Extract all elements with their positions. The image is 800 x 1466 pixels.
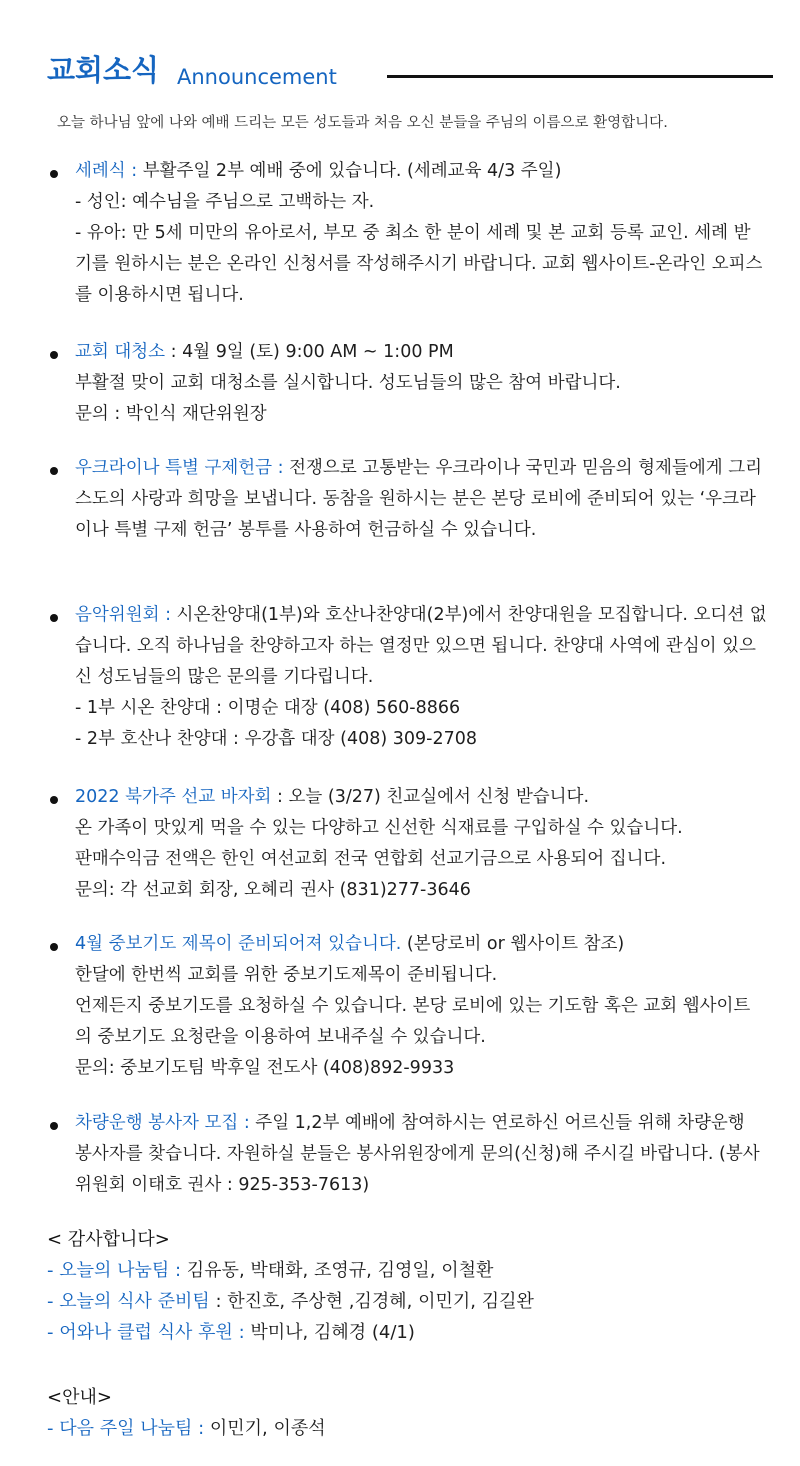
notice-row: - 다음 주일 나눔팀 : 이민기, 이종석 xyxy=(47,1418,326,1439)
announcement-line: 한달에 한번씩 교회를 위한 중보기도제목이 준비됩니다. xyxy=(75,965,498,985)
announcement-label: 4월 중보기도 제목이 준비되어져 있습니다. xyxy=(75,934,402,954)
announcement-line: - 1부 시온 찬양대 : 이명순 대장 (408) 560-8866 xyxy=(75,698,461,718)
bullet-icon xyxy=(50,943,58,951)
announcement-label: 교회 대청소 xyxy=(75,342,166,362)
page-subtitle: Announcement xyxy=(177,65,337,89)
announcement-text: 전쟁으로 고통받는 우크라이나 국민과 믿음의 형제들에게 그리스도의 사랑과 희망을 보냅니다. 동참을 원하시는 분은 본당 로비에 준비되어 있는 ‘우크라이나 특별 구제 헌금’ 봉투를 사용하여 헌금하실 수 있습니다. xyxy=(75,458,763,540)
bullet-icon xyxy=(50,796,58,804)
announcement-label: 2022 북가주 선교 바자회 xyxy=(75,787,272,807)
bullet-icon xyxy=(50,614,58,622)
section-header xyxy=(47,46,773,96)
announcement-label: 차량운행 봉사자 모집 : xyxy=(75,1113,250,1133)
notice-section xyxy=(47,1382,767,1444)
announcement-mission-bazaar xyxy=(45,782,775,906)
announcement-music-committee xyxy=(45,600,775,755)
announcement-text: (본당로비 or 웹사이트 참조) xyxy=(401,934,625,954)
announcement-line: - 2부 호산나 찬양대 : 우강흡 대장 (408) 309-2708 xyxy=(75,729,478,749)
announcement-line: 문의: 각 선교회 회장, 오혜리 권사 (831)277-3646 xyxy=(75,880,471,900)
announcement-line: 언제든지 중보기도를 요청하실 수 있습니다. 본당 로비에 있는 기도함 혹은 교회 웹사이트의 중보기도 요청란을 이용하여 보내주실 수 있습니다. xyxy=(75,996,751,1047)
announcement-line: 문의: 중보기도팀 박후일 전도사 (408)892-9933 xyxy=(75,1058,455,1078)
announcement-line: 부활절 맞이 교회 대청소를 실시합니다. 성도님들의 많은 참여 바랍니다. xyxy=(75,373,621,393)
announcement-driver-volunteers xyxy=(45,1108,775,1201)
announcement-line: 온 가족이 맛있게 먹을 수 있는 다양하고 신선한 식재료를 구입하실 수 있습니다. xyxy=(75,818,683,838)
welcome-message: 오늘 하나님 앞에 나와 예배 드리는 모든 성도들과 처음 오신 분들을 주님의 이름으로 환영합니다. xyxy=(57,115,668,131)
announcement-line: 문의 : 박인식 재단위원장 xyxy=(75,404,267,424)
announcement-label: 우크라이나 특별 구제헌금 : xyxy=(75,458,284,478)
announcement-text: 시온찬양대(1부)와 호산나찬양대(2부)에서 찬양대원을 모집합니다. 오디션 없습니다. 오직 하나님을 찬양하고자 하는 열정만 있으면 됩니다. 찬양대 사역에 관심이 있으신 성도님들의 많은 문의를 기다립니다. xyxy=(75,605,767,687)
announcement-text: : 오늘 (3/27) 친교실에서 신청 받습니다. xyxy=(271,787,590,807)
announcement-text: 부활주일 2부 예배 중에 있습니다. (세례교육 4/3 주일) xyxy=(137,161,562,181)
announcement-line: 판매수익금 전액은 한인 여선교회 전국 연합회 선교기금으로 사용되어 집니다. xyxy=(75,849,667,869)
announcement-line: - 성인: 예수님을 주님으로 고백하는 자. xyxy=(75,192,375,212)
thanks-row: - 어와나 클럽 식사 후원 : 박미나, 김혜경 (4/1) xyxy=(47,1322,415,1343)
bullet-icon xyxy=(50,467,58,475)
announcement-text: : 4월 9일 (토) 9:00 AM ~ 1:00 PM xyxy=(165,342,454,362)
announcement-prayer-requests xyxy=(45,929,775,1084)
bullet-icon xyxy=(50,170,58,178)
notice-heading: <안내> xyxy=(47,1387,112,1408)
announcement-text: 주일 1,2부 예배에 참여하시는 연로하신 어르신들 위해 차량운행 봉사자를 찾습니다. 자원하실 분들은 봉사위원장에게 문의(신청)해 주시길 바랍니다. (봉사위원회 이태호 권사 : 925-353-7613) xyxy=(75,1113,760,1195)
thanks-row: - 오늘의 나눔팀 : 김유동, 박태화, 조영규, 김영일, 이철환 xyxy=(47,1260,494,1281)
thanks-row: - 오늘의 식사 준비팀 : 한진호, 주상현 ,김경혜, 이민기, 김길완 xyxy=(47,1291,534,1312)
thanks-heading: < 감사합니다> xyxy=(47,1229,170,1250)
page-title: 교회소식 xyxy=(47,53,160,87)
announcement-label: 세례식 : xyxy=(75,161,138,181)
announcement-line: - 유아: 만 5세 미만의 유아로서, 부모 중 최소 한 분이 세례 및 본 교회 등록 교인. 세례 받기를 원하시는 분은 온라인 신청서를 작성해주시기 바랍니다. 교회 웹사이트-온라인 오피스를 이용하시면 됩니다. xyxy=(75,223,763,305)
thanks-section xyxy=(47,1224,767,1348)
bullet-icon xyxy=(50,351,58,359)
announcement-baptism xyxy=(45,156,775,311)
announcement-label: 음악위원회 : xyxy=(75,605,171,625)
bullet-icon xyxy=(50,1122,58,1130)
header-rule xyxy=(387,75,773,78)
announcement-cleanup xyxy=(45,337,775,430)
announcement-ukraine-offering xyxy=(45,453,775,546)
